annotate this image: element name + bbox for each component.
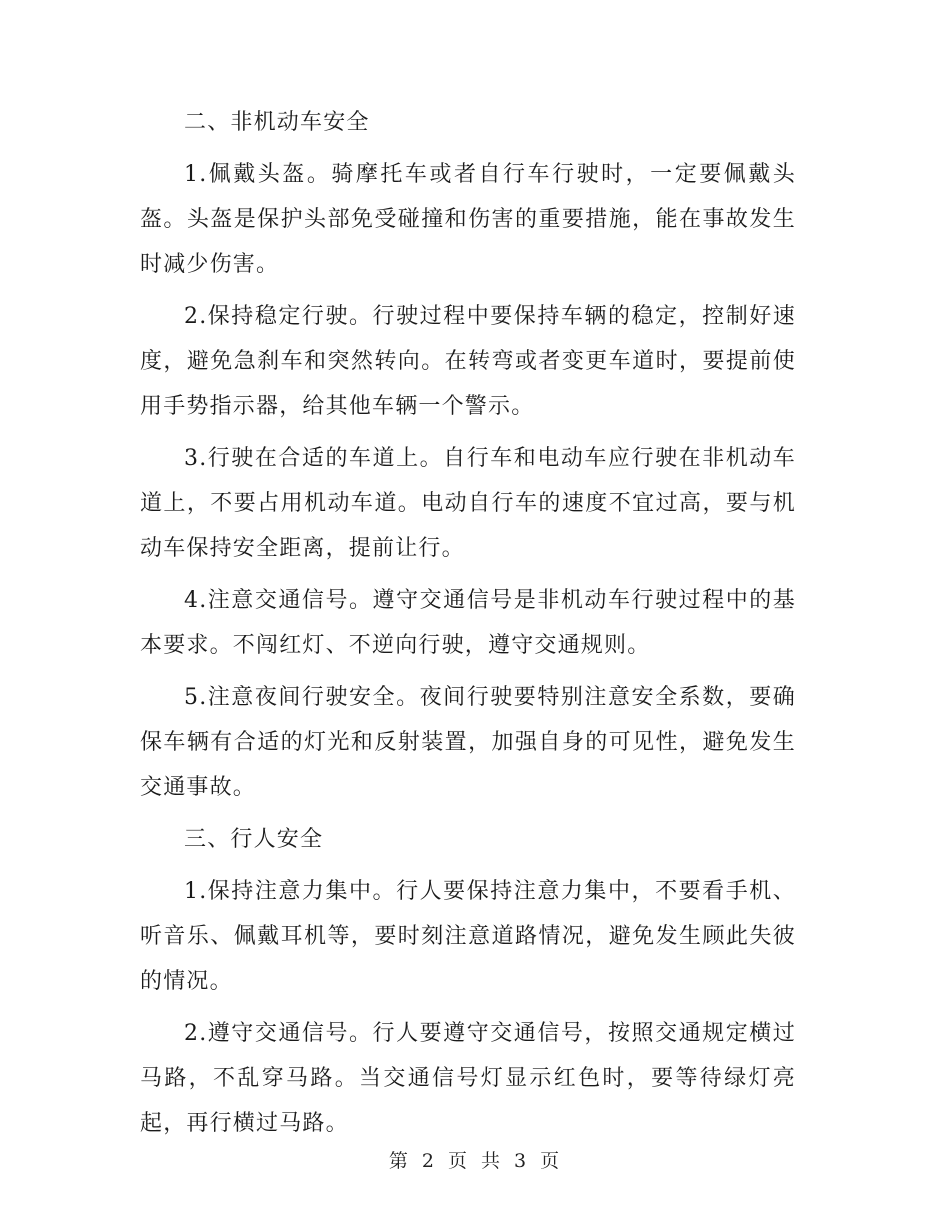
document-page (140, 100, 796, 1153)
section-heading: 三、行人安全 (184, 827, 324, 852)
paragraph: 2.遵守交通信号。行人要遵守交通信号，按照交通规定横过马路，不乱穿马路。当交通信号灯显示红色时，要等待绿灯亮起，再行横过马路。 (140, 1021, 796, 1136)
section-non-motor (140, 100, 796, 810)
section-pedestrian (140, 817, 796, 1146)
paragraph: 1.保持注意力集中。行人要保持注意力集中，不要看手机、听音乐、佩戴耳机等，要时刻注意道路情况，避免发生顾此失彼的情况。 (140, 879, 796, 994)
paragraph: 4.注意交通信号。遵守交通信号是非机动车行驶过程中的基本要求。不闯红灯、不逆向行驶，遵守交通规则。 (140, 588, 796, 658)
page-footer: 第 2 页 共 3 页 (388, 1150, 562, 1172)
paragraph: 5.注意夜间行驶安全。夜间行驶要特别注意安全系数，要确保车辆有合适的灯光和反射装置，加强自身的可见性，避免发生交通事故。 (140, 685, 796, 800)
paragraph: 1.佩戴头盔。骑摩托车或者自行车行驶时，一定要佩戴头盔。头盔是保护头部免受碰撞和伤害的重要措施，能在事故发生时减少伤害。 (140, 162, 796, 277)
paragraph: 2.保持稳定行驶。行驶过程中要保持车辆的稳定，控制好速度，避免急刹车和突然转向。在转弯或者变更车道时，要提前使用手势指示器，给其他车辆一个警示。 (140, 304, 796, 419)
paragraph: 3.行驶在合适的车道上。自行车和电动车应行驶在非机动车道上，不要占用机动车道。电动自行车的速度不宜过高，要与机动车保持安全距离，提前让行。 (140, 446, 796, 561)
section-heading: 二、非机动车安全 (184, 110, 370, 135)
